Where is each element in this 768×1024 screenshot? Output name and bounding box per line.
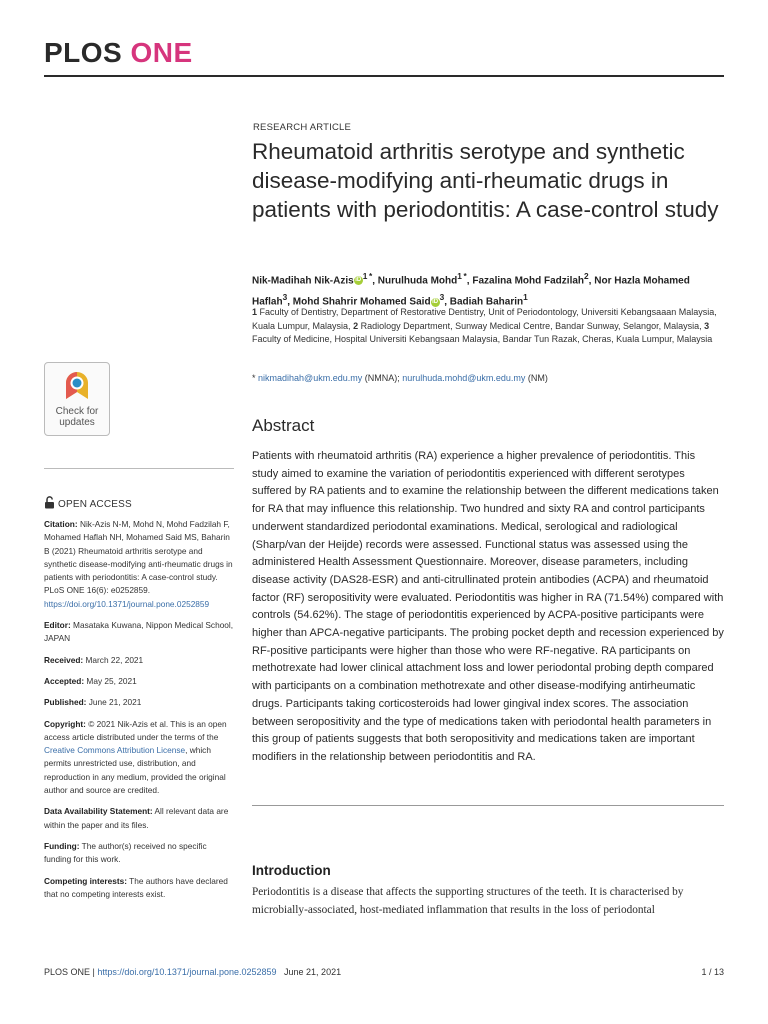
data-label: Data Availability Statement: (44, 806, 153, 817)
footer-doi-link[interactable]: https://doi.org/10.1371/journal.pone.0252859 (97, 967, 277, 977)
orcid-icon[interactable]: iD (355, 277, 362, 284)
affil-text: Faculty of Medicine, Hospital Universiti Kebangsaan Malaysia, Bandar Tun Razak, Cheras, Kuala Lumpur, Malaysia (252, 334, 713, 345)
accepted-text: May 25, 2021 (84, 675, 137, 686)
received (44, 654, 236, 667)
badge-text (45, 406, 109, 428)
copyright-text-1: © 2021 Nik-Azis et al. This is an open access article distributed under the terms of the (44, 718, 227, 742)
article-metadata-sidebar (44, 518, 236, 909)
corr-note-2: (NM) (525, 373, 548, 383)
affil-text: Faculty of Dentistry, Department of Restorative Dentistry, Unit of Periodontology, Universiti Kebangsaaan Malaysia, Kuala Lumpur, Malaysia, (252, 307, 717, 331)
sidebar-rule (44, 468, 234, 469)
badge-line-1: Check for (55, 406, 99, 417)
affil-text: Radiology Department, Sunway Medical Centre, Bandar Sunway, Selangor, Malaysia, (360, 320, 705, 331)
published (44, 696, 236, 709)
corr-star: * (252, 373, 256, 383)
author-affil-sup: 2 (584, 271, 589, 281)
data-availability (44, 805, 236, 832)
header-rule (44, 75, 724, 77)
editor (44, 619, 236, 646)
funding (44, 840, 236, 867)
author-affil-sup: 1 * (362, 271, 373, 281)
copyright-text-2: , which permits unrestricted use, distribution, and reproduction in any medium, provided the original author and source are credited. (44, 745, 226, 796)
author-list: Nik-Madihah Nik-Azis iD $^{1 *}$, Nurulhuda Mohd$^{1 *}$, Fazalina Mohd Fadzilah$^2$, Nor Hazla Mohamed Haflah$^3$, Mohd Shahrir Mohamed Said iD $^3$, Badiah Baharin$^1$ (252, 271, 690, 308)
author-name: Badiah Baharin (449, 296, 524, 308)
copyright (44, 718, 236, 798)
author-affil-sup: 3 (439, 292, 445, 303)
published-label: Published: (44, 697, 87, 708)
author-name: Nurulhuda Mohd (377, 275, 458, 287)
article-type: RESEARCH ARTICLE (253, 122, 352, 133)
author-affil-sup: 1 (523, 292, 528, 303)
email-link-1[interactable]: nikmadihah@ukm.edu.my (258, 373, 363, 383)
author-name: Nor Hazla Mohamed Haflah (252, 275, 690, 308)
citation (44, 518, 236, 611)
intro-text: Periodontitis is a disease that affects the supporting structures of the teeth. It is characterised by microbially-associated, host-mediated inflammation that results in the loss of periodontal (252, 886, 684, 916)
author-name: Fazalina Mohd Fadzilah (472, 275, 585, 287)
abstract-text: Patients with rheumatoid arthritis (RA) experience a higher prevalence of periodontitis. This study aimed to examine the variation of periodontitis experienced with different serotypes suffered by RA patients and to examine the relationship between the different medications taken for RA that may influence this relationship. Two hundred and sixty RA and control participants underwent standardized periodontal examinations. Medical, serological and radiological (Sharp/van der Heijde) records were assessed. Functional status was assessed using the administered Health Assessment Questionnaire. Moreover, disease parameters, including disease activity (DAS28-ESR) and anti-citrullinated protein antibodies (ACPA) and rheumatoid factor (RF) seropositivity were evaluated. Periodontitis was higher in RA (71.54%) compared with controls (54.62%). The stage of periodontitis experienced by ACPA-positive participants were higher than APCA-negative participants. The probing pocket depth and recession experienced by RF-positive participants were higher than those who were RF-negative. RA participants on methotrexate had lower clinical attachment loss and lower periodontal probing depth compared with participants on a combination methotrexate and other disease-modifying antirheumatic drugs. Participants taking corticosteroids had lower gingival index scores. The association between seropositivity and the type of medications taken with periodontal health parameters in this group of patients suggests that both seropositivity and medications taken are important modifiers in the relationship between periodontitis and RA. (252, 450, 724, 763)
email-link-2[interactable]: nurulhuda.mohd@ukm.edu.my (402, 373, 526, 383)
logo-one: ONE (130, 37, 193, 68)
affil-number: 1 (252, 307, 260, 317)
affil-number: 3 (704, 320, 710, 331)
license-link[interactable]: Creative Commons Attribution License (44, 745, 186, 756)
received-label: Received: (44, 654, 84, 665)
competing-text: The authors have declared that no competing interests exist. (44, 875, 228, 899)
journal-logo[interactable] (44, 37, 193, 69)
abstract-heading: Abstract (252, 416, 315, 435)
received-text: March 22, 2021 (83, 654, 144, 665)
accepted-label: Accepted: (44, 675, 85, 686)
footer-journal: PLOS ONE (44, 967, 91, 977)
page-number: 1 / 13 (701, 967, 724, 977)
badge-line-2: updates (59, 417, 95, 428)
footer-sep: | (90, 967, 98, 977)
logo-plos: PLOS (44, 37, 123, 68)
copyright-label: Copyright: (44, 718, 86, 729)
editor-label: Editor: (44, 620, 71, 631)
open-access-label (44, 496, 132, 510)
open-access-text: OPEN ACCESS (58, 499, 132, 510)
editor-text: Masataka Kuwana, Nippon Medical School, JAPAN (44, 620, 234, 644)
footer-date: June 21, 2021 (284, 967, 342, 977)
funding-text: The author(s) received no specific funding for this work. (44, 840, 207, 865)
funding-label: Funding: (44, 840, 80, 851)
published-text: June 21, 2021 (86, 697, 142, 708)
article-title: Rheumatoid arthritis serotype and synthetic disease-modifying anti-rheumatic drugs in patients with periodontitis: A case-control study (252, 139, 719, 222)
citation-doi-link[interactable]: https://doi.org/10.1371/journal.pone.0252859 (44, 598, 210, 609)
affiliations (252, 306, 722, 347)
author-name: Mohd Shahrir Mohamed Said (292, 296, 431, 308)
data-text: All relevant data are within the paper and its files. (44, 806, 229, 830)
competing-label: Competing interests: (44, 875, 127, 886)
abstract-rule (252, 805, 724, 806)
intro-heading: Introduction (252, 863, 331, 878)
correspondence (252, 372, 722, 385)
open-lock-icon (44, 496, 55, 509)
page-footer (44, 967, 724, 977)
bookmark-ribbon-icon (62, 369, 92, 405)
author-affil-sup: 1 * (457, 271, 467, 281)
affil-number: 2 (353, 320, 361, 331)
orcid-icon[interactable]: iD (432, 298, 439, 305)
author-affil-sup: 3 (282, 292, 288, 303)
citation-label: Citation: (44, 519, 78, 529)
accepted (44, 675, 236, 688)
competing-interests (44, 875, 236, 902)
author-name: Nik-Madihah Nik-Azis (252, 275, 354, 287)
citation-text: Nik-Azis N-M, Mohd N, Mohd Fadzilah F, Mohamed Haflah NH, Mohamed Said MS, Baharin B (2021) Rheumatoid arthritis serotype and synthetic disease-modifying anti-rheumatic drugs in patients with periodontitis: A case-control study. PLoS ONE 16(6): e0252859. (44, 519, 233, 596)
corr-note-1: (NMNA); (362, 373, 403, 383)
check-for-updates-badge[interactable] (44, 362, 110, 436)
